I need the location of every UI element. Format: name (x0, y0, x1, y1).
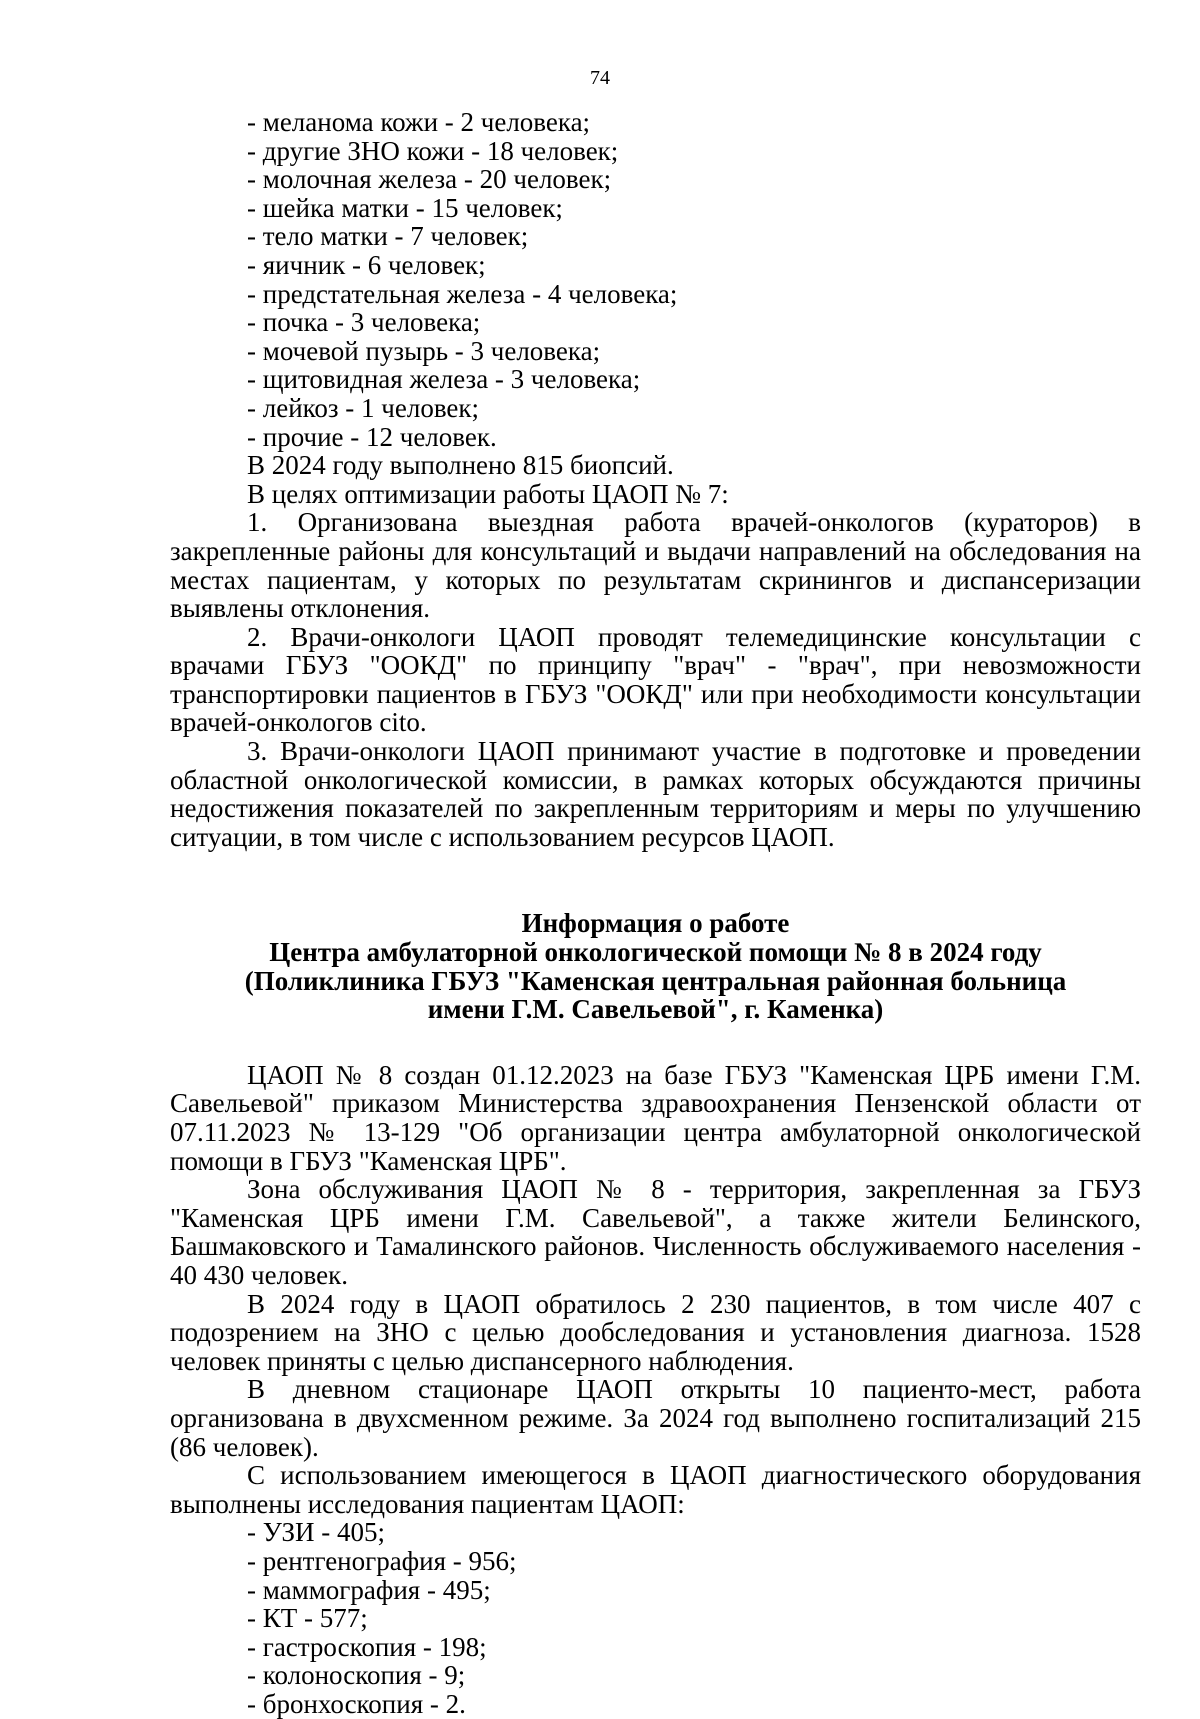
paragraph-day-hospital: В дневном стационаре ЦАОП открыты 10 пациенто-мест, работа организована в двухсменном режиме. За 2024 год выполнено госпитализаций 215 (86 человек). (170, 1374, 1141, 1462)
list-item: - шейка матки - 15 человек; (247, 192, 563, 223)
list-item: - почка - 3 человека; (247, 307, 481, 338)
list-item: - УЗИ - 405; (247, 1517, 386, 1548)
list-item: - маммография - 495; (247, 1574, 491, 1605)
list-item: - яичник - 6 человек; (247, 249, 486, 280)
page-number: 74 (590, 67, 610, 89)
list-item: - рентгенография - 956; (247, 1545, 517, 1576)
optimization-point-1: 1. Организована выездная работа врачей-онкологов (кураторов) в закрепленные районы для консультаций и выдачи направлений на обследования на местах пациентам, у которых по результатам скринингов и диспансеризации выявлены отклонения. (170, 507, 1141, 624)
optimization-point-2: 2. Врачи-онкологи ЦАОП проводят телемедицинские консультации с врачами ГБУЗ "ООКД" по принципу "врач" - "врач", при невозможности транспортировки пациентов в ГБУЗ "ООКД" или при необходимости консультации врачей-онкологов cito. (170, 621, 1141, 738)
list-item: - щитовидная железа - 3 человека; (247, 364, 641, 395)
page-content (170, 108, 1141, 1718)
heading-line: Информация о работе (521, 908, 790, 939)
list-item: - гастроскопия - 198; (247, 1631, 487, 1662)
section-heading (170, 909, 1141, 1023)
paragraph-patients: В 2024 году в ЦАОП обратилось 2 230 пациентов, в том числе 407 с подозрением на ЗНО с целью дообследования и установления диагноза. 1528 человек приняты с целью диспансерного наблюдения. (170, 1288, 1141, 1376)
list-item: - другие ЗНО кожи - 18 человек; (247, 135, 619, 166)
heading-line: Центра амбулаторной онкологической помощи № 8 в 2024 году (269, 937, 1042, 968)
paragraph-service-zone: Зона обслуживания ЦАОП № 8 - территория, закрепленная за ГБУЗ "Каменская ЦРБ имени Г.М. Савельевой", а также жители Белинского, Башмаковского и Тамалинского районов. Численность обслуживаемого населения - 40 430 человек. (170, 1174, 1141, 1290)
list-item: - мочевой пузырь - 3 человека; (247, 335, 601, 366)
optimization-point-3: 3. Врачи-онкологи ЦАОП принимают участие в подготовке и проведении областной онкологической комиссии, в рамках которых обсуждаются причины недостижения показателей по закрепленным территориям и меры по улучшению ситуации, в том числе с использованием ресурсов ЦАОП. (170, 736, 1141, 852)
paragraph-biopsies: В 2024 году выполнено 815 биопсий. (247, 450, 674, 481)
paragraph-optimization-intro: В целях оптимизации работы ЦАОП № 7: (247, 478, 729, 509)
list-item: - предстательная железа - 4 человека; (247, 278, 678, 309)
paragraph-equipment: С использованием имеющегося в ЦАОП диагностического оборудования выполнены исследования пациентам ЦАОП: (170, 1460, 1141, 1519)
list-item: - бронхоскопия - 2. (247, 1688, 466, 1719)
list-item: - колоноскопия - 9; (247, 1660, 466, 1691)
heading-line: имени Г.М. Савельевой", г. Каменка) (427, 994, 884, 1025)
list-item: - молочная железа - 20 человек; (247, 164, 612, 195)
list-item: - меланома кожи - 2 человека; (247, 107, 591, 137)
examinations-list (170, 1518, 1141, 1718)
list-item: - прочие - 12 человек. (247, 421, 497, 452)
paragraph-created: ЦАОП № 8 создан 01.12.2023 на базе ГБУЗ "Каменская ЦРБ имени Г.М. Савельевой" приказом Министерства здравоохранения Пензенской области от 07.11.2023 № 13-129 "Об организации центра амбулаторной онкологической помощи в ГБУЗ "Каменская ЦРБ". (170, 1059, 1141, 1176)
heading-line: (Поликлиника ГБУЗ "Каменская центральная районная больница (244, 965, 1067, 996)
list-item: - лейкоз - 1 человек; (247, 392, 480, 423)
diagnosis-list (170, 108, 1141, 451)
list-item: - КТ - 577; (247, 1603, 368, 1634)
list-item: - тело матки - 7 человек; (247, 221, 529, 252)
